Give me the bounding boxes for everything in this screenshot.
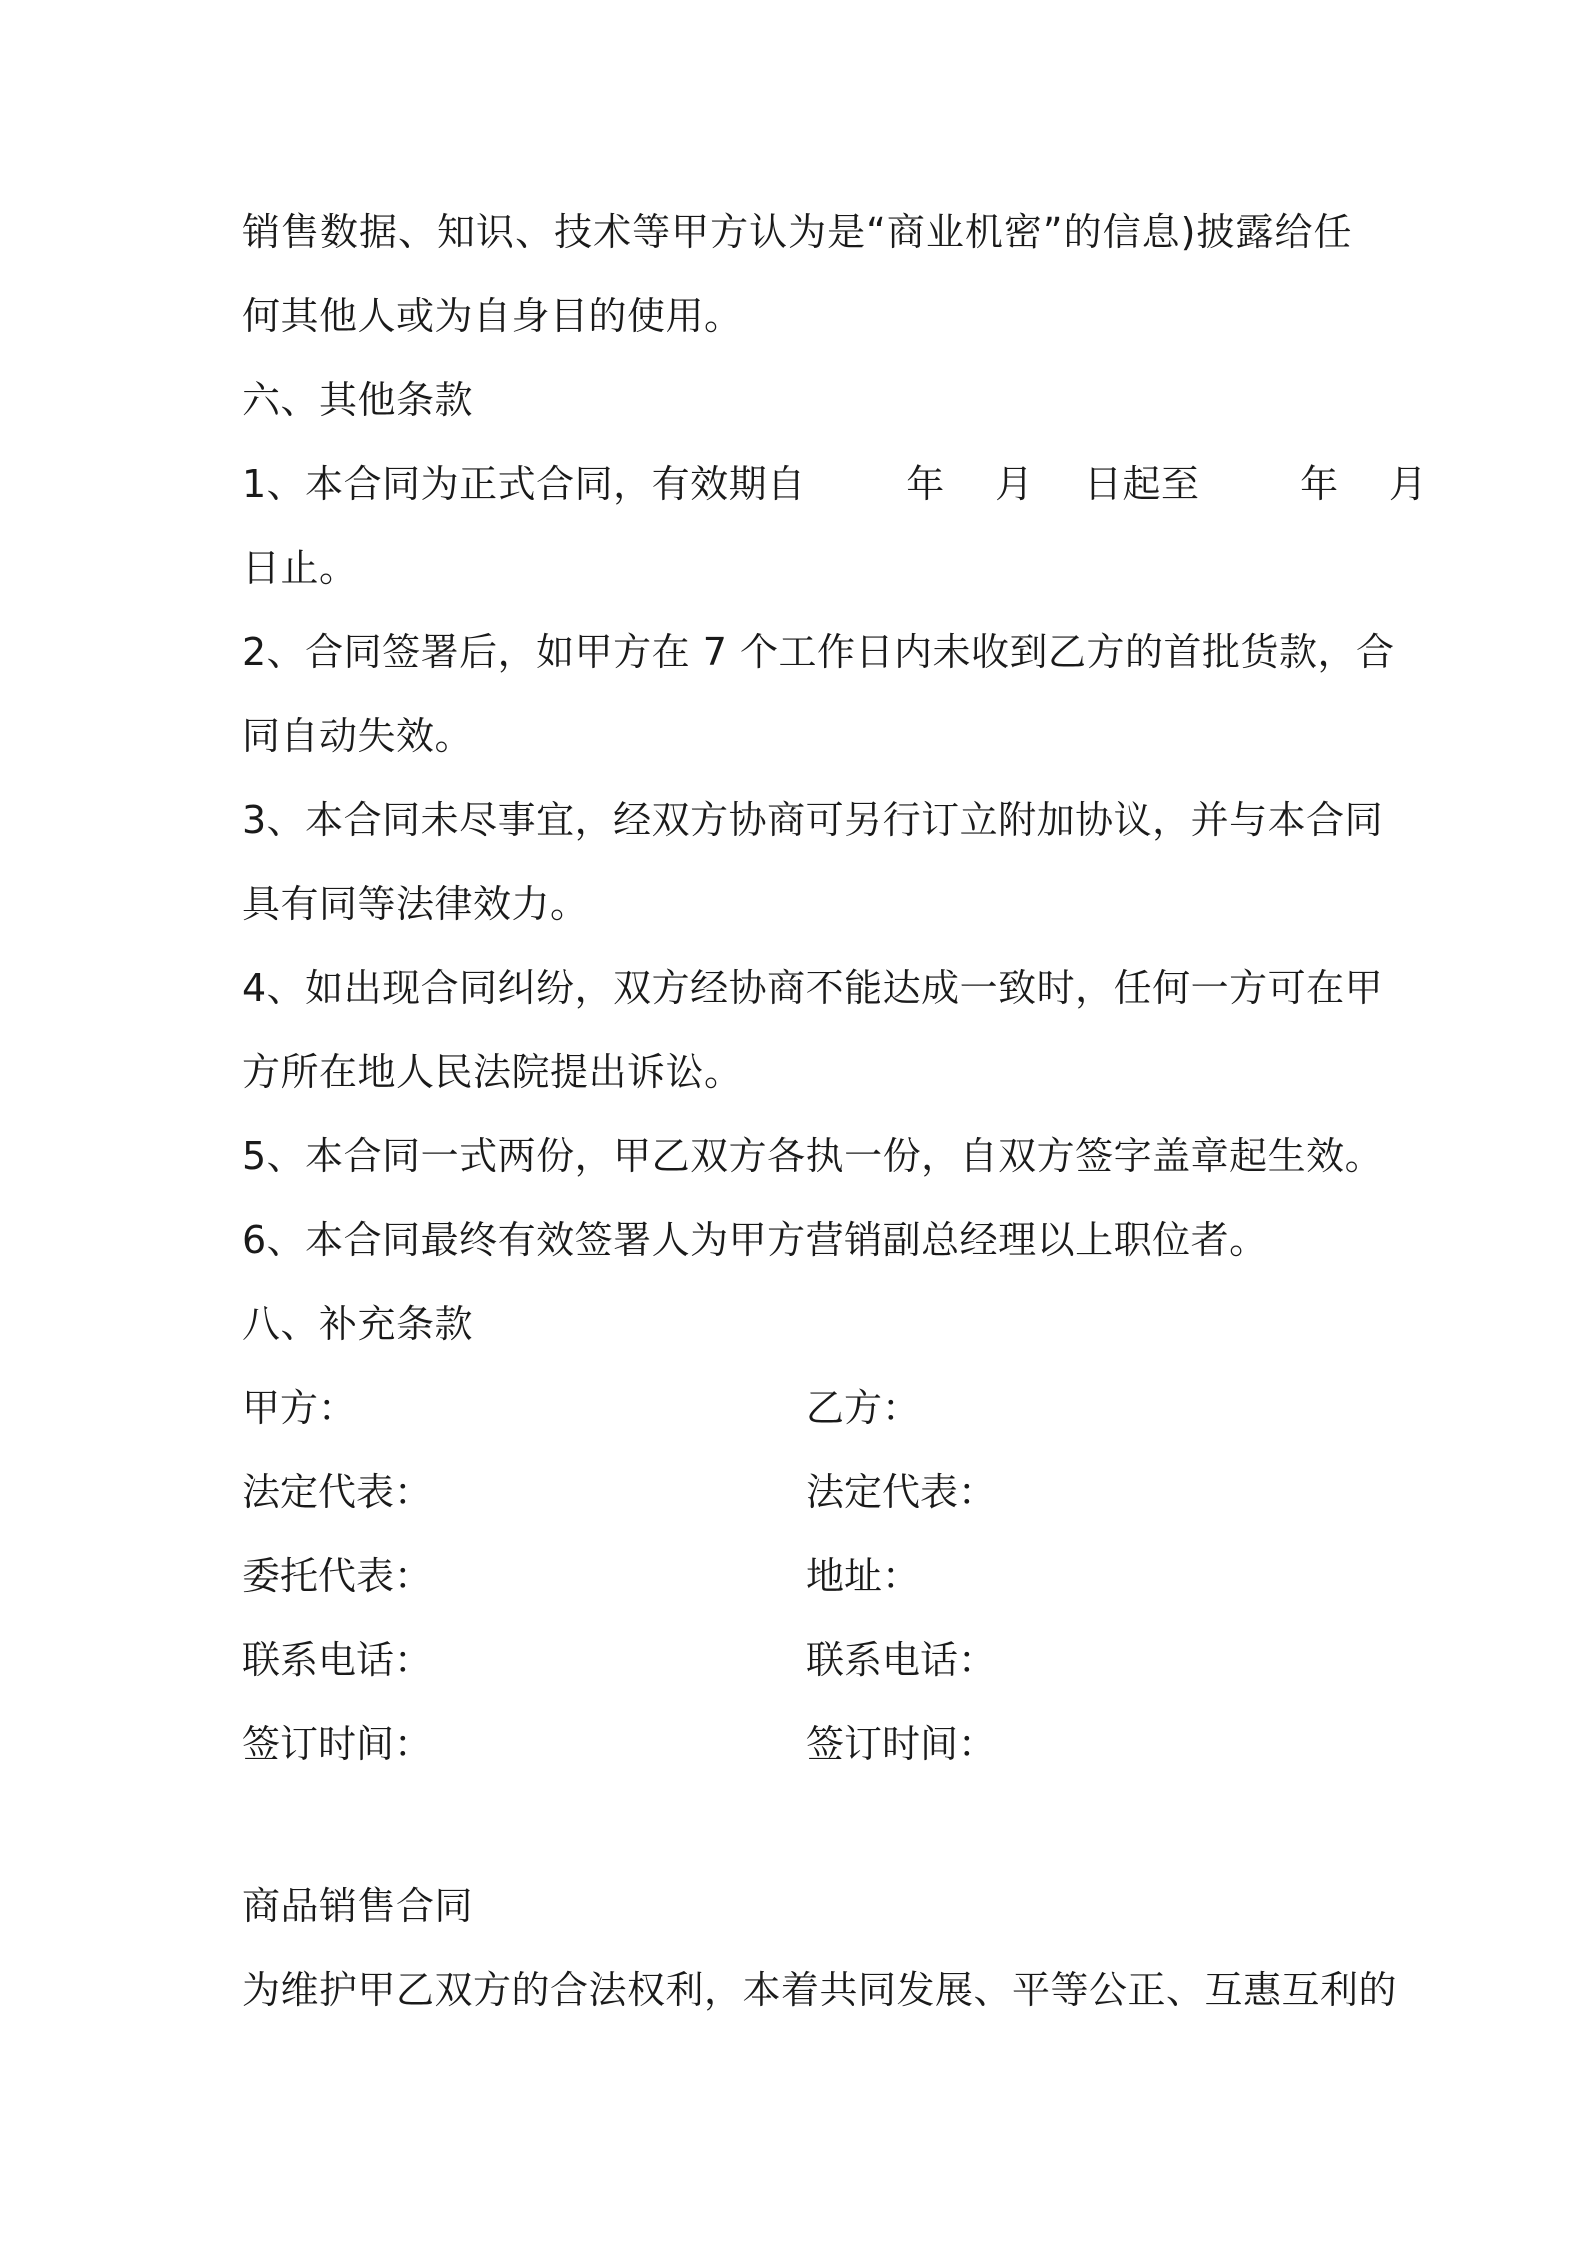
section-heading: 八、补充条款 bbox=[242, 1302, 474, 1346]
paragraph-line: 具有同等法律效力。 bbox=[242, 882, 589, 926]
party-a-legal-rep-label: 法定代表： bbox=[242, 1470, 433, 1514]
document-title: 商品销售合同 bbox=[242, 1884, 474, 1928]
paragraph-line: 为维护甲乙双方的合法权利，本着共同发展、平等公正、互惠互利的 bbox=[242, 1968, 1398, 2012]
party-b-date-label: 签订时间： bbox=[806, 1722, 997, 1766]
party-a-agent-label: 委托代表： bbox=[242, 1554, 433, 1598]
paragraph-line: 2、合同签署后，如甲方在 7 个工作日内未收到乙方的首批货款，合 bbox=[242, 630, 1395, 674]
party-a-date-label: 签订时间： bbox=[242, 1722, 433, 1766]
party-b-address-label: 地址： bbox=[806, 1554, 921, 1598]
section-heading: 六、其他条款 bbox=[242, 378, 474, 422]
paragraph-line: 6、本合同最终有效签署人为甲方营销副总经理以上职位者。 bbox=[242, 1218, 1268, 1262]
party-b-label: 乙方： bbox=[806, 1386, 921, 1430]
paragraph-line: 日止。 bbox=[242, 546, 358, 590]
paragraph-line: 4、如出现合同纠纷，双方经协商不能达成一致时，任何一方可在甲 bbox=[242, 966, 1384, 1010]
party-b-legal-rep-label: 法定代表： bbox=[806, 1470, 997, 1514]
paragraph-line: 何其他人或为自身目的使用。 bbox=[242, 294, 743, 338]
party-b-phone-label: 联系电话： bbox=[806, 1638, 997, 1682]
party-a-phone-label: 联系电话： bbox=[242, 1638, 433, 1682]
party-a-label: 甲方： bbox=[242, 1386, 357, 1430]
paragraph-line: 同自动失效。 bbox=[242, 714, 474, 758]
paragraph-line: 方所在地人民法院提出诉讼。 bbox=[242, 1050, 743, 1094]
paragraph-line: 5、本合同一式两份，甲乙双方各执一份，自双方签字盖章起生效。 bbox=[242, 1134, 1384, 1178]
paragraph-line: 1、本合同为正式合同，有效期自 年 月 日起至 年 月 bbox=[242, 462, 1428, 506]
paragraph-line: 3、本合同未尽事宜，经双方协商可另行订立附加协议，并与本合同 bbox=[242, 798, 1384, 842]
paragraph-line: 销售数据、知识、技术等甲方认为是“商业机密”的信息)披露给任 bbox=[242, 210, 1352, 254]
